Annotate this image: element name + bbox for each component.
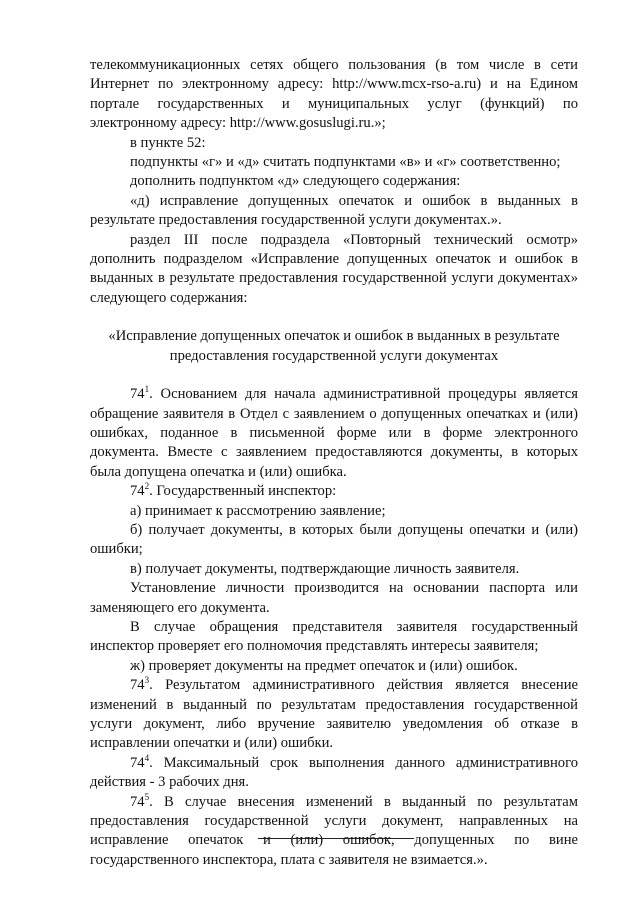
paragraph-74-4: $74^4$. Максимальный срок выполнения данного административного действия - 3 рабочих дня. <box>90 752 578 791</box>
paragraph-item-52: в пункте 52: <box>130 134 206 151</box>
paragraph-subitem-d: «д) исправление допущенных опечаток и ошибок в выданных в результате предоставления государственной услуги документах.». <box>90 192 578 229</box>
list-item-a: а) принимает к рассмотрению заявление; <box>130 502 386 519</box>
list-item-b: б) получает документы, в которых были допущены опечатки и (или) ошибки; <box>90 521 578 558</box>
paragraph-representative: В случае обращения представителя заявителя государственный инспектор проверяет его полномочия представлять интересы заявителя; <box>90 618 578 655</box>
paragraph-74-5: $74^5$. В случае внесения изменений в выданный по результатам предоставления государственной услуги документ, направленных на исправление опечаток и (или) ошибок, допущенных по вине государственного инспектора, плата с заявителя не взимается.». <box>90 791 578 868</box>
paragraph-section-3: раздел III после подраздела «Повторный технический осмотр» дополнить подразделом «Исправление допущенных опечаток и ошибок в выданных в результате предоставления государственной услуги документах» следующего содержания: <box>90 231 578 306</box>
paragraph-identity: Установление личности производится на основании паспорта или заменяющего его документа. <box>90 580 578 616</box>
paragraph-74-2: $74^2$. Государственный инспектор: <box>130 481 337 500</box>
paragraph-add-subitem: дополнить подпунктом «д» следующего содержания: <box>130 173 461 190</box>
paragraph-intro: телекоммуникационных сетях общего пользования (в том числе в сети Интернет по электронному адресу: http://www.mcx-rso-a.ru) и на Едином портале государственных и муниципальных услуг (функций) по электронному адресу: http://www.gosuslugi.ru.»; <box>90 57 578 132</box>
paragraph-74-3: $74^3$. Результатом административного действия является внесение изменений в выданный по результатам предоставления государственной услуги документ, либо вручение заявителю уведомления об отказе в исправлении опечатки и (или) ошибки. <box>90 675 578 752</box>
section-heading: «Исправление допущенных опечаток и ошибок в выданных в результате предоставления государственной услуги документах <box>108 328 560 364</box>
document-body <box>90 56 578 870</box>
list-item-v: в) получает документы, подтверждающие личность заявителя. <box>130 560 520 577</box>
end-divider <box>258 838 414 839</box>
paragraph-subitems: подпункты «г» и «д» считать подпунктами «в» и «г» соответственно; <box>130 154 561 171</box>
paragraph-74-1: $74^1$. Основанием для начала административной процедуры является обращение заявителя в Отдел с заявлением о допущенных опечатках и (или) ошибках, поданное в письменной форме или в форме электронного документа. Вместе с заявлением предоставляются документы, в которых была допущена опечатка и (или) ошибка. <box>90 384 578 480</box>
list-item-zh: ж) проверяет документы на предмет опечаток и (или) ошибок. <box>130 657 518 674</box>
